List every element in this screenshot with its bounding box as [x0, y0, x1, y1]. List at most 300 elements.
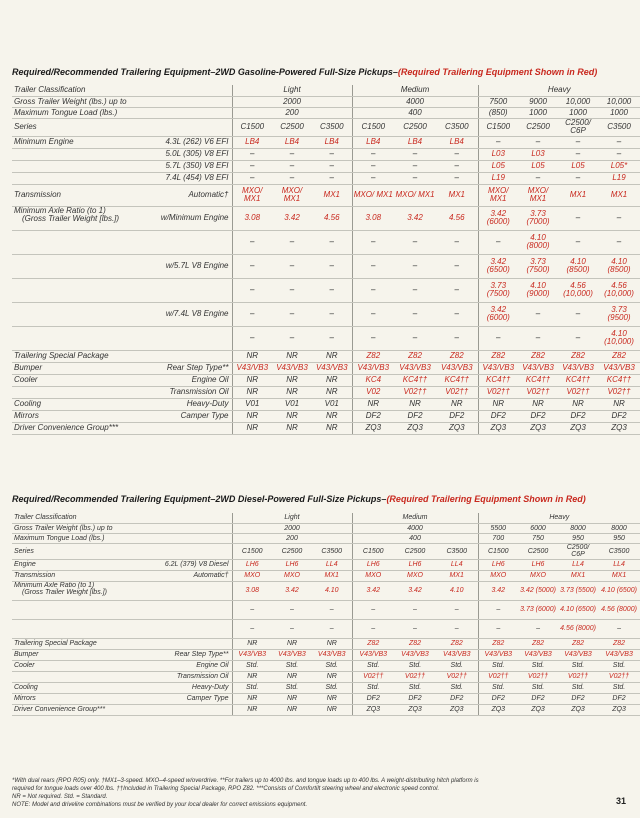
transmission-row	[12, 184, 640, 206]
value-cell: NR	[232, 374, 272, 386]
value-cell: 3.42	[394, 581, 436, 600]
value-cell: V02††	[558, 386, 598, 398]
value-cell: LB4	[272, 136, 312, 148]
value-cell: NR	[232, 704, 272, 715]
value-cell: NR	[272, 386, 312, 398]
value-cell: –	[558, 148, 598, 160]
value-cell: –	[312, 278, 352, 302]
value-cell: 4.10 (10,000)	[598, 326, 640, 350]
row-sublabel	[140, 704, 232, 715]
value-cell: DF2	[436, 693, 478, 704]
value-cell: –	[558, 326, 598, 350]
value-cell: –	[272, 600, 312, 619]
value-cell: MX1	[312, 570, 352, 581]
value-cell: –	[394, 326, 436, 350]
transmission-row	[12, 570, 640, 581]
diesel-table-title	[12, 494, 628, 504]
value-cell: Z82	[478, 638, 518, 649]
axle-row	[12, 302, 640, 326]
row-label: Driver Convenience Group***	[12, 704, 140, 715]
equipment-row	[12, 660, 640, 671]
value-cell: 2000	[232, 523, 352, 533]
value-cell: 750	[518, 533, 558, 543]
value-cell: NR	[232, 422, 272, 434]
value-cell: –	[518, 619, 558, 638]
value-cell: V43/VB3	[598, 362, 640, 374]
value-cell: V43/VB3	[232, 649, 272, 660]
value-cell: V43/VB3	[598, 649, 640, 660]
row-sublabel: w/7.4L V8 Engine	[140, 302, 232, 326]
value-cell: –	[518, 326, 558, 350]
value-cell: 8000	[598, 523, 640, 533]
axle-row	[12, 581, 640, 600]
value-cell: LB4	[232, 136, 272, 148]
axle-row	[12, 619, 640, 638]
value-cell: 4.10 (8000)	[518, 230, 558, 254]
row-label: Maximum Tongue Load (lbs.)	[12, 107, 232, 118]
row-sublabel	[140, 600, 232, 619]
row-sublabel: Transmission Oil	[140, 386, 232, 398]
value-cell: V43/VB3	[352, 362, 394, 374]
value-cell: –	[598, 136, 640, 148]
value-cell: –	[518, 136, 558, 148]
series-cell: C1500	[478, 118, 518, 136]
value-cell: Z82	[558, 638, 598, 649]
value-cell: ZQ3	[598, 422, 640, 434]
axle-row	[12, 326, 640, 350]
value-cell: KC4††	[394, 374, 436, 386]
value-cell: V43/VB3	[312, 362, 352, 374]
value-cell: V43/VB3	[352, 649, 394, 660]
value-cell: ZQ3	[352, 704, 394, 715]
value-cell: Z82	[518, 350, 558, 362]
value-cell: –	[352, 254, 394, 278]
value-cell: –	[272, 326, 312, 350]
value-cell: LB4	[312, 136, 352, 148]
value-cell: –	[352, 160, 394, 172]
value-cell: Z82	[518, 638, 558, 649]
value-cell: 3.42 (5000)	[518, 581, 558, 600]
value-cell: DF2	[598, 410, 640, 422]
value-cell: 10,000	[558, 96, 598, 107]
value-cell: 9000	[518, 96, 558, 107]
row-label: Cooler	[12, 660, 140, 671]
value-cell: NR	[272, 422, 312, 434]
value-cell: –	[598, 619, 640, 638]
value-cell: ZQ3	[598, 704, 640, 715]
value-cell: 7500	[478, 96, 518, 107]
equipment-row	[12, 362, 640, 374]
value-cell: Std.	[232, 682, 272, 693]
value-cell: NR	[312, 410, 352, 422]
value-cell: –	[436, 326, 478, 350]
row-label: Maximum Tongue Load (lbs.)	[12, 533, 232, 543]
value-cell: –	[312, 302, 352, 326]
value-cell: –	[232, 172, 272, 184]
value-cell: (850)	[478, 107, 518, 118]
value-cell: DF2	[518, 693, 558, 704]
value-cell: –	[478, 619, 518, 638]
row-sublabel: Rear Step Type**	[140, 649, 232, 660]
series-cell: C3500	[312, 118, 352, 136]
equipment-row	[12, 682, 640, 693]
tongue-load-row	[12, 533, 640, 543]
value-cell: V02††	[394, 386, 436, 398]
value-cell: L19	[598, 172, 640, 184]
value-cell: 4.10 (6500)	[598, 581, 640, 600]
value-cell: –	[558, 206, 598, 230]
value-cell: 200	[232, 107, 352, 118]
value-cell: –	[436, 254, 478, 278]
value-cell: 3.73 (9500)	[598, 302, 640, 326]
value-cell: ZQ3	[436, 422, 478, 434]
footnote-line: NOTE: Model and driveline combinations must be verified by your local dealer for correct emissions equipment.	[12, 802, 308, 808]
value-cell: NR	[272, 410, 312, 422]
value-cell: V02††	[558, 671, 598, 682]
value-cell: V43/VB3	[436, 649, 478, 660]
gas-title-red-note: (Required Trailering Equipment Shown in Red)	[397, 67, 598, 77]
value-cell: DF2	[394, 410, 436, 422]
value-cell: 4.56	[312, 206, 352, 230]
value-cell: –	[394, 254, 436, 278]
classification-row	[12, 85, 640, 96]
value-cell: V01	[232, 398, 272, 410]
value-cell: –	[312, 619, 352, 638]
equipment-row	[12, 374, 640, 386]
value-cell: 950	[598, 533, 640, 543]
value-cell: V43/VB3	[394, 362, 436, 374]
series-cell: C3500	[598, 543, 640, 559]
value-cell: 1000	[558, 107, 598, 118]
tongue-load-row	[12, 107, 640, 118]
value-cell: LL4	[558, 559, 598, 570]
value-cell: MXO/ MX1	[352, 184, 394, 206]
value-cell: –	[232, 600, 272, 619]
value-cell: –	[518, 172, 558, 184]
value-cell: ZQ3	[352, 422, 394, 434]
group-heavy: Heavy	[478, 513, 640, 523]
row-label: Series	[12, 543, 232, 559]
value-cell: NR	[232, 693, 272, 704]
value-cell: NR	[232, 386, 272, 398]
row-sublabel	[140, 326, 232, 350]
group-light: Light	[232, 85, 352, 96]
value-cell: Std.	[312, 682, 352, 693]
value-cell: V01	[272, 398, 312, 410]
row-label	[12, 671, 140, 682]
value-cell: DF2	[352, 410, 394, 422]
value-cell: 3.42	[272, 581, 312, 600]
value-cell: Std.	[312, 660, 352, 671]
value-cell: LH6	[352, 559, 394, 570]
footnote-line: required for tongue loads over 400 lbs. ††Included in Trailering Special Package, RPO Z82. ***Consists of Comfortilt steering wheel and electronic speed control.	[12, 786, 440, 792]
value-cell: –	[312, 148, 352, 160]
value-cell: Z82	[558, 350, 598, 362]
row-sublabel: Camper Type	[140, 410, 232, 422]
value-cell: LB4	[394, 136, 436, 148]
row-label: Cooling	[12, 398, 140, 410]
value-cell: LH6	[272, 559, 312, 570]
value-cell: –	[272, 160, 312, 172]
value-cell: –	[352, 230, 394, 254]
value-cell: –	[352, 619, 394, 638]
equipment-row	[12, 410, 640, 422]
value-cell: V43/VB3	[518, 649, 558, 660]
value-cell: –	[394, 302, 436, 326]
value-cell: MXO/ MX1	[232, 184, 272, 206]
value-cell: 1000	[598, 107, 640, 118]
row-label	[12, 326, 140, 350]
value-cell: 1000	[518, 107, 558, 118]
axle-label: Minimum Axle Ratio (to 1)	[14, 206, 106, 215]
value-cell: –	[394, 172, 436, 184]
value-cell: –	[352, 172, 394, 184]
value-cell: MXO	[272, 570, 312, 581]
value-cell: ZQ3	[558, 422, 598, 434]
value-cell: –	[394, 148, 436, 160]
row-sublabel: Heavy-Duty	[140, 682, 232, 693]
value-cell: 3.73 (5500)	[558, 581, 598, 600]
series-cell: C1500	[352, 118, 394, 136]
value-cell: –	[436, 302, 478, 326]
equipment-row	[12, 649, 640, 660]
value-cell: –	[436, 600, 478, 619]
value-cell: 4000	[352, 96, 478, 107]
value-cell: DF2	[518, 410, 558, 422]
value-cell: DF2	[598, 693, 640, 704]
value-cell: NR	[272, 693, 312, 704]
value-cell: V43/VB3	[558, 362, 598, 374]
series-cell: C2500	[394, 118, 436, 136]
value-cell: KC4††	[558, 374, 598, 386]
value-cell: V02††	[598, 386, 640, 398]
gas-table-title	[12, 67, 628, 77]
value-cell: MX1	[312, 184, 352, 206]
row-sublabel	[140, 619, 232, 638]
row-label	[12, 230, 140, 254]
value-cell: LL4	[312, 559, 352, 570]
series-cell: C2500/ C6P	[558, 118, 598, 136]
value-cell: 3.08	[232, 581, 272, 600]
value-cell: V43/VB3	[558, 649, 598, 660]
value-cell: LH6	[478, 559, 518, 570]
value-cell: 4.10 (8500)	[598, 254, 640, 278]
value-cell: –	[272, 619, 312, 638]
value-cell: Std.	[518, 682, 558, 693]
value-cell: V43/VB3	[394, 649, 436, 660]
value-cell: 200	[232, 533, 352, 543]
value-cell: MXO	[394, 570, 436, 581]
group-medium: Medium	[352, 85, 478, 96]
value-cell: ZQ3	[518, 704, 558, 715]
value-cell: ZQ3	[394, 704, 436, 715]
value-cell: 400	[352, 533, 478, 543]
series-cell: C1500	[352, 543, 394, 559]
value-cell: DF2	[558, 693, 598, 704]
value-cell: NR	[312, 386, 352, 398]
value-cell: MXO/ MX1	[518, 184, 558, 206]
gross-weight-row	[12, 96, 640, 107]
engine-row	[12, 148, 640, 160]
value-cell: NR	[232, 638, 272, 649]
series-cell: C1500	[232, 118, 272, 136]
value-cell: NR	[312, 422, 352, 434]
value-cell: 8000	[558, 523, 598, 533]
engine-row	[12, 172, 640, 184]
value-cell: NR	[478, 398, 518, 410]
value-cell: –	[478, 326, 518, 350]
value-cell: –	[312, 172, 352, 184]
value-cell: –	[232, 302, 272, 326]
value-cell: 4.10 (8500)	[558, 254, 598, 278]
axle-row	[12, 600, 640, 619]
diesel-trailering-table	[12, 513, 640, 716]
value-cell: NR	[272, 374, 312, 386]
value-cell: ZQ3	[436, 704, 478, 715]
value-cell: Std.	[272, 660, 312, 671]
value-cell: 4.10	[312, 581, 352, 600]
value-cell: Std.	[558, 682, 598, 693]
value-cell: 3.08	[352, 206, 394, 230]
value-cell: V43/VB3	[436, 362, 478, 374]
value-cell: ZQ3	[518, 422, 558, 434]
value-cell: MXO	[352, 570, 394, 581]
row-label	[12, 206, 140, 230]
value-cell: –	[394, 619, 436, 638]
row-sublabel	[140, 230, 232, 254]
value-cell: –	[352, 326, 394, 350]
row-sublabel: w/Minimum Engine	[140, 206, 232, 230]
value-cell: Std.	[232, 660, 272, 671]
row-sublabel: Rear Step Type**	[140, 362, 232, 374]
engine-row	[12, 160, 640, 172]
footnote-line: NR = Not required. Std. = Standard.	[12, 794, 108, 800]
value-cell: ZQ3	[558, 704, 598, 715]
value-cell: Std.	[478, 682, 518, 693]
value-cell: –	[312, 160, 352, 172]
value-cell: Std.	[518, 660, 558, 671]
value-cell: V02††	[478, 671, 518, 682]
value-cell: NR	[558, 398, 598, 410]
value-cell: Std.	[272, 682, 312, 693]
value-cell: MXO/ MX1	[394, 184, 436, 206]
value-cell: –	[312, 600, 352, 619]
value-cell: MXO	[478, 570, 518, 581]
value-cell: –	[352, 278, 394, 302]
series-cell: C2500	[272, 118, 312, 136]
value-cell: Std.	[352, 682, 394, 693]
series-cell: C1500	[478, 543, 518, 559]
axle-row	[12, 254, 640, 278]
value-cell: –	[352, 600, 394, 619]
value-cell: –	[436, 278, 478, 302]
equipment-row	[12, 422, 640, 434]
value-cell: NR	[232, 350, 272, 362]
value-cell: –	[394, 278, 436, 302]
value-cell: V43/VB3	[478, 362, 518, 374]
value-cell: 3.42 (6000)	[478, 206, 518, 230]
axle-row	[12, 206, 640, 230]
value-cell: 4.10 (6500)	[558, 600, 598, 619]
value-cell: NR	[518, 398, 558, 410]
value-cell: –	[478, 230, 518, 254]
value-cell: –	[598, 230, 640, 254]
value-cell: MX1	[558, 570, 598, 581]
value-cell: –	[558, 302, 598, 326]
row-label	[12, 600, 140, 619]
row-label	[12, 302, 140, 326]
row-label: Transmission	[12, 184, 140, 206]
value-cell: DF2	[394, 693, 436, 704]
row-label: Bumper	[12, 362, 140, 374]
value-cell: L05	[558, 160, 598, 172]
value-cell: DF2	[478, 410, 518, 422]
value-cell: 3.42 (6000)	[478, 302, 518, 326]
value-cell: V43/VB3	[478, 649, 518, 660]
value-cell: MX1	[436, 570, 478, 581]
footnote-line: *With dual rears (RPO R05) only. †MX1–3-speed. MXO–4-speed w/overdrive. **For trailers up to 4000 lbs. and tongue loads up to 400 lbs. A weight-distributing hitch platform is	[12, 778, 479, 784]
value-cell: –	[478, 600, 518, 619]
classification-row	[12, 513, 640, 523]
row-sublabel	[140, 350, 232, 362]
value-cell: 5500	[478, 523, 518, 533]
value-cell: MXO/ MX1	[478, 184, 518, 206]
value-cell: 3.42 (6500)	[478, 254, 518, 278]
value-cell: Z82	[436, 638, 478, 649]
value-cell: NR	[312, 704, 352, 715]
value-cell: NR	[352, 398, 394, 410]
value-cell: 3.73 (7500)	[518, 254, 558, 278]
value-cell: Std.	[436, 660, 478, 671]
row-sublabel: w/5.7L V8 Engine	[140, 254, 232, 278]
axle-label-sub: (Gross Trailer Weight [lbs.])	[22, 588, 107, 596]
value-cell: 4.56 (10,000)	[598, 278, 640, 302]
value-cell: 700	[478, 533, 518, 543]
value-cell: 400	[352, 107, 478, 118]
row-label	[12, 619, 140, 638]
value-cell: Z82	[394, 638, 436, 649]
value-cell: –	[312, 254, 352, 278]
value-cell: –	[232, 160, 272, 172]
value-cell: –	[394, 160, 436, 172]
value-cell: MX1	[558, 184, 598, 206]
gas-title-text: Required/Recommended Trailering Equipment–2WD Gasoline-Powered Full-Size Pickups–	[12, 67, 398, 77]
series-row	[12, 118, 640, 136]
value-cell: NR	[436, 398, 478, 410]
row-label: Trailer Classification	[12, 513, 232, 523]
value-cell: –	[272, 254, 312, 278]
row-label: Cooler	[12, 374, 140, 386]
value-cell: 4.56	[436, 206, 478, 230]
row-label	[12, 278, 140, 302]
value-cell: 3.42	[352, 581, 394, 600]
value-cell: 4.10	[436, 581, 478, 600]
value-cell: 10,000	[598, 96, 640, 107]
value-cell: –	[272, 230, 312, 254]
row-label: Cooling	[12, 682, 140, 693]
value-cell: Std.	[394, 660, 436, 671]
value-cell: NR	[394, 398, 436, 410]
value-cell: LB4	[352, 136, 394, 148]
row-label: Mirrors	[12, 410, 140, 422]
value-cell: 4.10 (9000)	[518, 278, 558, 302]
value-cell: L05	[478, 160, 518, 172]
value-cell: –	[436, 619, 478, 638]
value-cell: Std.	[436, 682, 478, 693]
value-cell: ZQ3	[394, 422, 436, 434]
value-cell: Std.	[558, 660, 598, 671]
row-sublabel: 5.7L (350) V8 EFI	[140, 160, 232, 172]
